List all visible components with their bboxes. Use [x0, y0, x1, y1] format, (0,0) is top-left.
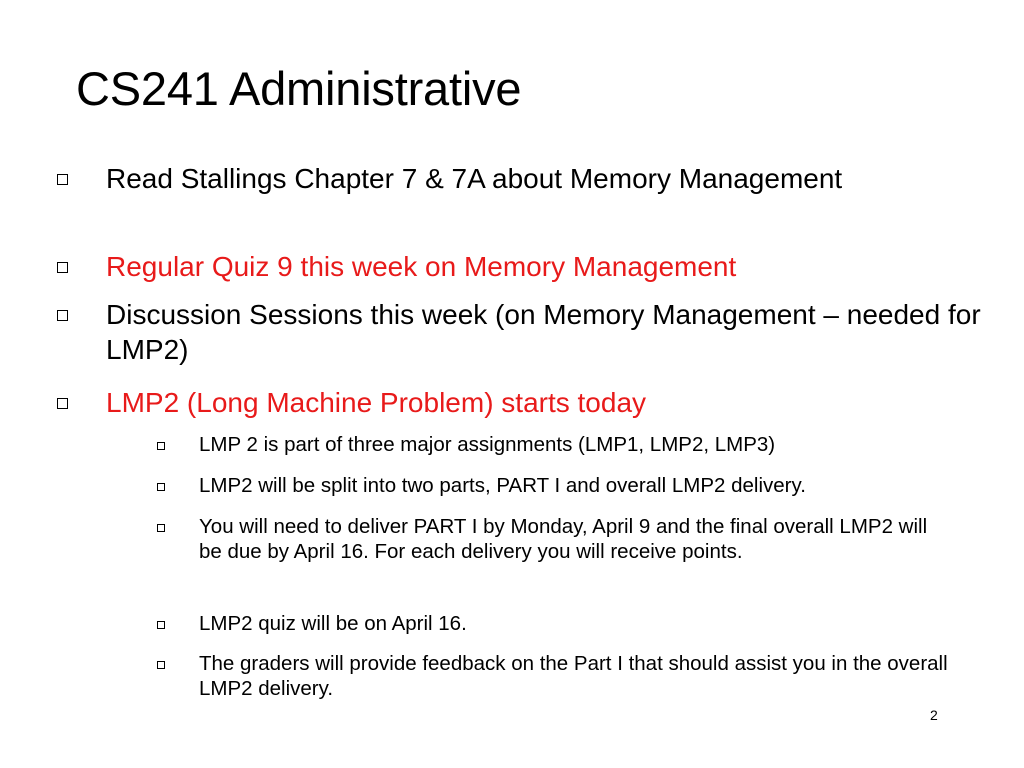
sub-bullet-text: The graders will provide feedback on the Part I that should assist you in the overall LMP2 delivery. — [199, 652, 948, 700]
sub-bullet-text: You will need to deliver PART I by Monday, April 9 and the final overall LMP2 will be due by April 16. For each delivery you will receive points. — [199, 515, 928, 563]
hollow-square-icon — [157, 442, 165, 450]
bullet-item-lmp2 — [106, 385, 986, 420]
sub-bullet-text: LMP2 quiz will be on April 16. — [199, 612, 467, 635]
hollow-square-icon — [157, 621, 165, 629]
bullet-text: LMP2 (Long Machine Problem) starts today — [106, 387, 647, 418]
hollow-square-icon — [157, 524, 165, 532]
hollow-square-icon — [57, 310, 68, 321]
hollow-square-icon — [57, 174, 68, 185]
sub-bullet-item — [199, 474, 989, 499]
sub-bullet-item — [199, 652, 959, 701]
page-number: 2 — [930, 707, 938, 723]
bullet-text: Read Stallings Chapter 7 & 7A about Memory Management — [106, 163, 843, 194]
hollow-square-icon — [157, 661, 165, 669]
bullet-item-reading — [106, 161, 986, 196]
sub-bullet-text: LMP2 will be split into two parts, PART I and overall LMP2 delivery. — [199, 474, 806, 497]
sub-bullet-item — [199, 515, 929, 564]
bullet-item-discussion — [106, 297, 986, 367]
bullet-item-quiz — [106, 249, 986, 284]
sub-bullet-item — [199, 433, 989, 458]
sub-bullet-item — [199, 612, 989, 637]
bullet-text: Discussion Sessions this week (on Memory Management – needed for LMP2) — [106, 299, 981, 365]
bullet-text: Regular Quiz 9 this week on Memory Management — [106, 251, 737, 282]
hollow-square-icon — [57, 262, 68, 273]
hollow-square-icon — [157, 483, 165, 491]
hollow-square-icon — [57, 398, 68, 409]
slide-title: CS241 Administrative — [76, 62, 522, 115]
sub-bullet-text: LMP 2 is part of three major assignments (LMP1, LMP2, LMP3) — [199, 433, 776, 456]
